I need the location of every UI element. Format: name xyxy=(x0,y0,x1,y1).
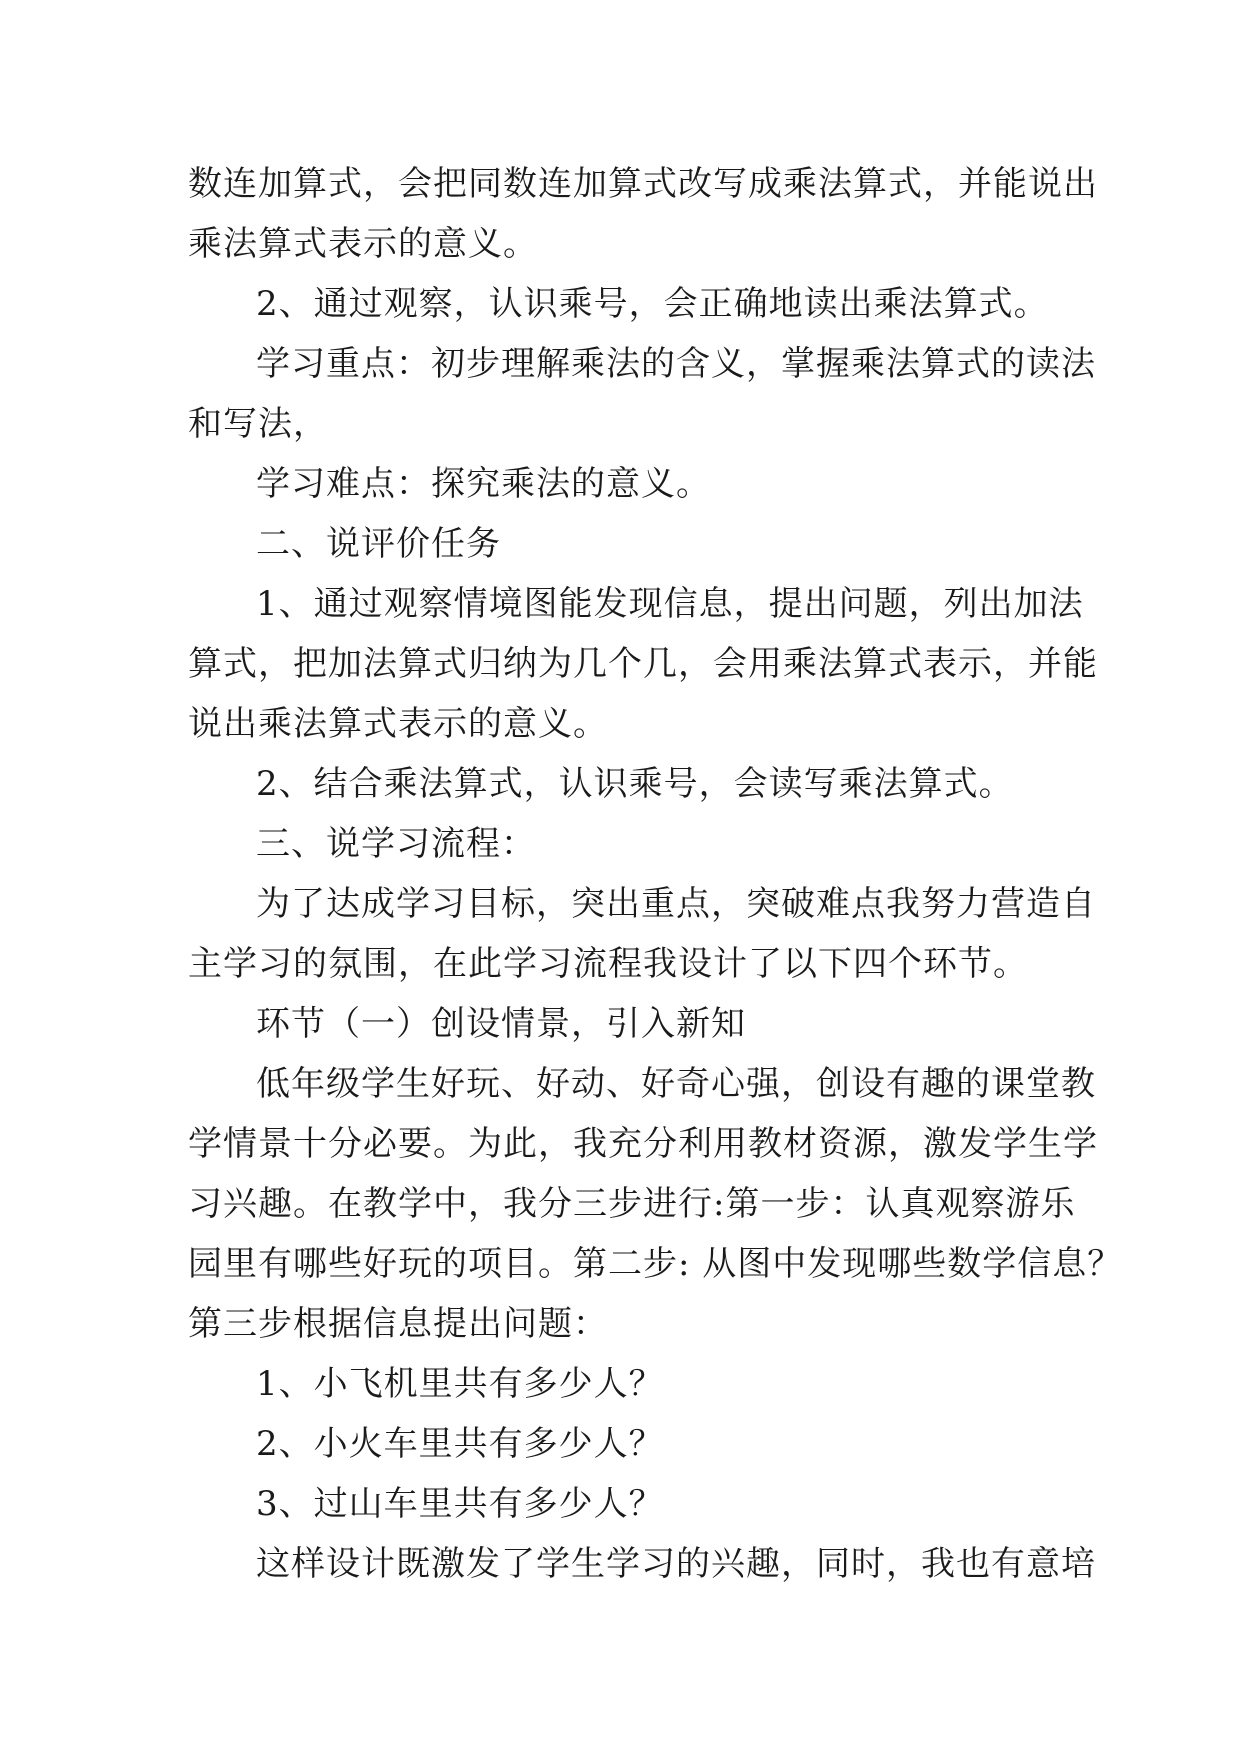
paragraph-line: 习兴趣。在教学中，我分三步进行:第一步：认真观察游乐 xyxy=(188,1184,1076,1224)
paragraph-line: 和写法， xyxy=(188,404,328,444)
section-heading: 二、说评价任务 xyxy=(256,524,501,564)
paragraph-line: 乘法算式表示的意义。 xyxy=(188,224,538,264)
document-page xyxy=(188,159,1123,1589)
paragraph-line: 这样设计既激发了学生学习的兴趣，同时，我也有意培 xyxy=(256,1544,1096,1584)
paragraph-line: 学习重点：初步理解乘法的含义，掌握乘法算式的读法 xyxy=(256,344,1096,384)
paragraph-line: 第三步根据信息提出问题： xyxy=(188,1304,608,1344)
list-item: 3、过山车里共有多少人？ xyxy=(256,1484,664,1524)
paragraph-line: 1、通过观察情境图能发现信息，提出问题，列出加法 xyxy=(256,584,1084,624)
paragraph-line: 数连加算式，会把同数连加算式改写成乘法算式，并能说出 xyxy=(188,164,1098,204)
list-item: 1、小飞机里共有多少人？ xyxy=(256,1364,664,1404)
paragraph-line: 为了达成学习目标，突出重点，突破难点我努力营造自 xyxy=(256,884,1096,924)
paragraph-line: 算式，把加法算式归纳为几个几，会用乘法算式表示，并能 xyxy=(188,644,1098,684)
list-item: 2、小火车里共有多少人？ xyxy=(256,1424,664,1464)
paragraph-line: 低年级学生好玩、好动、好奇心强，创设有趣的课堂教 xyxy=(256,1064,1096,1104)
paragraph-line: 主学习的氛围，在此学习流程我设计了以下四个环节。 xyxy=(188,944,1028,984)
paragraph-line: 说出乘法算式表示的意义。 xyxy=(188,704,608,744)
paragraph-line: 学情景十分必要。为此，我充分利用教材资源，激发学生学 xyxy=(188,1124,1098,1164)
section-heading: 环节（一）创设情景，引入新知 xyxy=(256,1004,746,1044)
paragraph-line: 学习难点：探究乘法的意义。 xyxy=(256,464,711,504)
paragraph-line: 园里有哪些好玩的项目。第二步: 从图中发现哪些数学信息？ xyxy=(188,1244,1123,1284)
section-heading: 三、说学习流程： xyxy=(256,824,536,864)
paragraph-line: 2、结合乘法算式，认识乘号，会读写乘法算式。 xyxy=(256,764,1014,804)
paragraph-line: 2、通过观察，认识乘号，会正确地读出乘法算式。 xyxy=(256,284,1049,324)
